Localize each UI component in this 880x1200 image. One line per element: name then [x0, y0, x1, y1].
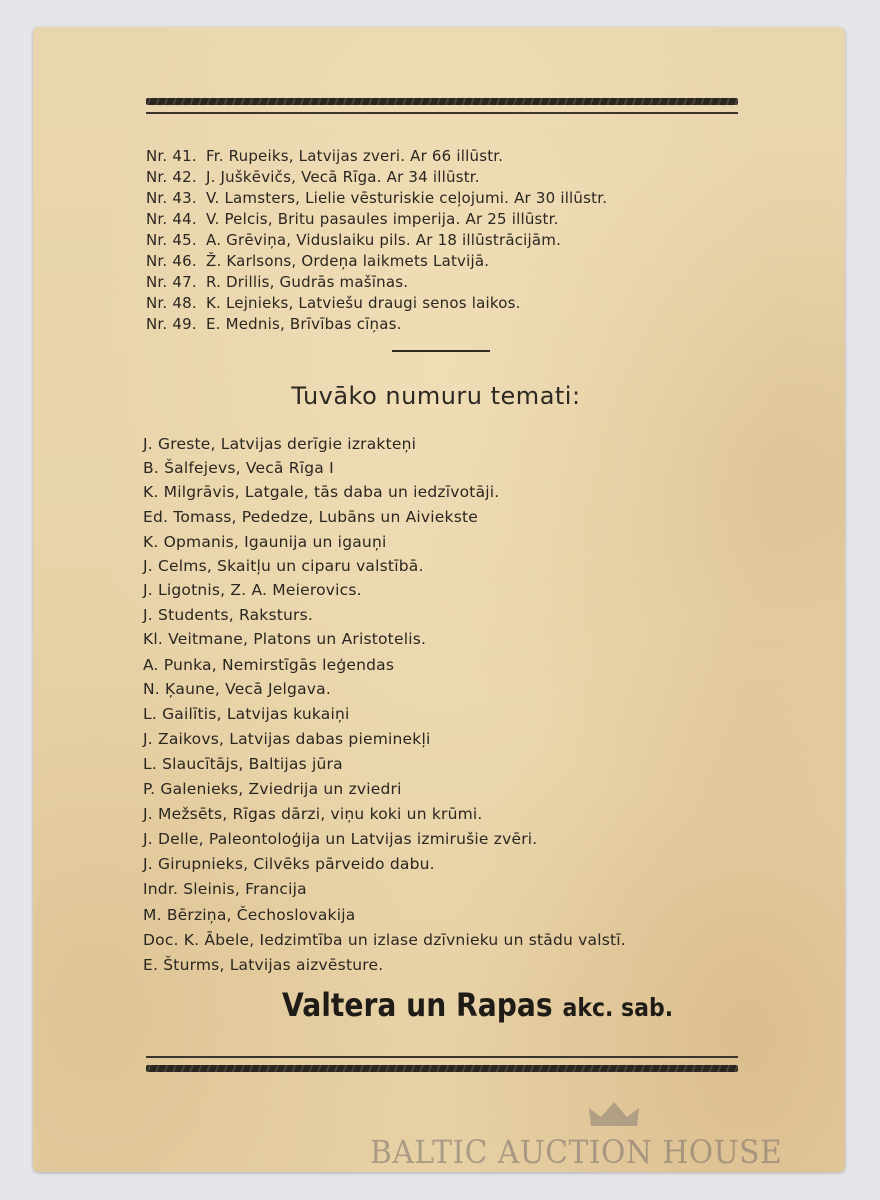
upcoming-topic-item: L. Gailītis, Latvijas kukaiņi: [143, 705, 350, 723]
watermark-text: BALTIC AUCTION HOUSE: [370, 1133, 783, 1171]
upcoming-heading-text: Tuvāko numuru temati:: [291, 382, 581, 410]
section-divider: [392, 350, 490, 352]
upcoming-topic-item: J. Celms, Skaitļu un ciparu valstībā.: [143, 557, 424, 575]
upcoming-topic-item: Kl. Veitmane, Platons un Aristotelis.: [143, 630, 427, 648]
issue-title: V. Pelcis, Britu pasaules imperija. Ar 25 illūstr.: [206, 210, 559, 228]
top-decorative-rule: [146, 98, 738, 114]
issue-title: A. Grēviņa, Viduslaiku pils. Ar 18 illūstrācijām.: [206, 231, 562, 249]
upcoming-topic-item: Ed. Tomass, Pededze, Lubāns un Aiviekste: [143, 508, 478, 526]
published-issue-item: [146, 210, 559, 228]
publisher-suffix: akc. sab.: [562, 993, 674, 1022]
published-issue-item: [146, 252, 489, 270]
upcoming-topic-item: J. Mežsēts, Rīgas dārzi, viņu koki un krūmi.: [143, 805, 483, 823]
bottom-decorative-rule: [146, 1056, 738, 1072]
upcoming-topic-item: L. Slaucītājs, Baltijas jūra: [143, 755, 343, 773]
upcoming-topic-item: J. Ligotnis, Z. A. Meierovics.: [143, 581, 362, 599]
publisher-name: Valtera un Rapas: [282, 986, 553, 1024]
published-issue-item: [146, 231, 561, 249]
upcoming-topics-heading: [0, 382, 880, 410]
issue-number: Nr. 49.: [146, 315, 197, 333]
upcoming-topic-item: Indr. Sleinis, Francija: [143, 880, 307, 898]
issue-number: Nr. 41.: [146, 147, 197, 165]
issue-number: Nr. 45.: [146, 231, 197, 249]
published-issue-item: [146, 315, 402, 333]
upcoming-topic-item: K. Opmanis, Igaunija un igauņi: [143, 533, 387, 551]
upcoming-topic-item: J. Students, Raksturs.: [143, 606, 314, 624]
issue-title: Ž. Karlsons, Ordeņa laikmets Latvijā.: [206, 252, 490, 270]
published-issue-item: [146, 189, 607, 207]
issue-title: K. Lejnieks, Latviešu draugi senos laikos.: [206, 294, 521, 312]
upcoming-topic-item: P. Galenieks, Zviedrija un zviedri: [143, 780, 402, 798]
upcoming-topic-item: J. Zaikovs, Latvijas dabas pieminekļi: [143, 730, 431, 748]
issue-title: R. Drillis, Gudrās mašīnas.: [206, 273, 409, 291]
upcoming-topic-item: Doc. K. Ābele, Iedzimtība un izlase dzīvnieku un stādu valstī.: [143, 931, 626, 949]
issue-number: Nr. 46.: [146, 252, 197, 270]
issue-title: E. Mednis, Brīvības cīņas.: [206, 315, 402, 333]
published-issue-item: [146, 147, 503, 165]
upcoming-topic-item: J. Greste, Latvijas derīgie izrakteņi: [143, 435, 417, 453]
upcoming-topic-item: J. Girupnieks, Cilvēks pārveido dabu.: [143, 855, 435, 873]
published-issue-item: [146, 168, 480, 186]
upcoming-topic-item: B. Šalfejevs, Vecā Rīga I: [143, 459, 334, 477]
issue-number: Nr. 43.: [146, 189, 197, 207]
issue-title: V. Lamsters, Lielie vēsturiskie ceļojumi. Ar 30 illūstr.: [206, 189, 608, 207]
issue-number: Nr. 48.: [146, 294, 197, 312]
issue-number: Nr. 44.: [146, 210, 197, 228]
issue-title: Fr. Rupeiks, Latvijas zveri. Ar 66 illūstr.: [206, 147, 504, 165]
issue-number: Nr. 47.: [146, 273, 197, 291]
upcoming-topic-item: J. Delle, Paleontoloģija un Latvijas izmirušie zvēri.: [143, 830, 538, 848]
upcoming-topic-item: N. Ķaune, Vecā Jelgava.: [143, 680, 331, 698]
published-issue-item: [146, 294, 521, 312]
upcoming-topic-item: A. Punka, Nemirstīgās leģendas: [143, 656, 395, 674]
issue-title: J. Juškēvičs, Vecā Rīga. Ar 34 illūstr.: [206, 168, 480, 186]
upcoming-topic-item: M. Bērziņa, Čechoslovakija: [143, 906, 356, 924]
upcoming-topic-item: K. Milgrāvis, Latgale, tās daba un iedzīvotāji.: [143, 483, 500, 501]
crown-icon: [587, 1100, 641, 1130]
issue-number: Nr. 42.: [146, 168, 197, 186]
published-issue-item: [146, 273, 408, 291]
upcoming-topic-item: E. Šturms, Latvijas aizvēsture.: [143, 956, 384, 974]
publisher-imprint: [282, 986, 673, 1024]
